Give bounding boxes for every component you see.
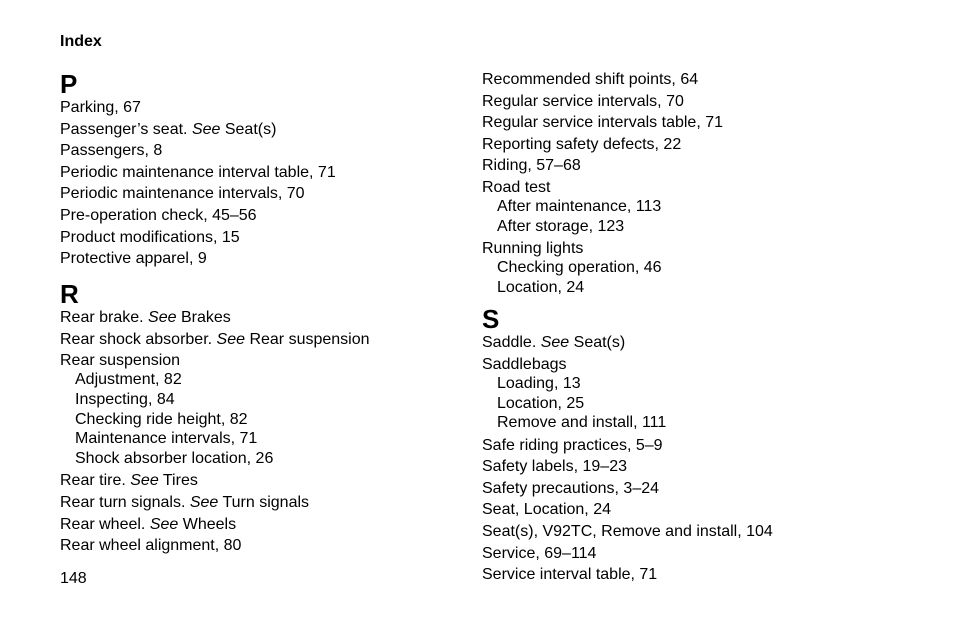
index-entry-text: Product modifications, 15 xyxy=(60,228,240,246)
index-subentry: Shock absorber location, 26 xyxy=(75,450,274,468)
index-entry xyxy=(482,565,922,584)
index-entry xyxy=(60,141,500,160)
index-entry xyxy=(482,436,922,455)
index-entry-text: Passenger’s seat. xyxy=(60,120,188,138)
page-header-title: Index xyxy=(60,33,102,50)
index-entry-text: Saddlebags xyxy=(482,355,567,373)
index-subentry: After maintenance, 113 xyxy=(497,197,662,215)
index-subentry: After storage, 123 xyxy=(497,217,625,235)
index-subentry: Checking ride height, 82 xyxy=(75,410,248,428)
index-entry xyxy=(60,351,500,469)
index-entry xyxy=(60,163,500,182)
index-entry xyxy=(60,308,500,327)
index-entry-text: Service, 69–114 xyxy=(482,544,597,562)
index-entry-text: Rear shock absorber. xyxy=(60,330,213,348)
index-entry-text: Rear wheel alignment, 80 xyxy=(60,537,242,555)
index-entry-text: Rear tire. xyxy=(60,472,126,490)
index-entry xyxy=(482,457,922,476)
see-reference-label: See xyxy=(149,515,179,533)
index-entry-text: Rear suspension xyxy=(60,352,181,370)
index-entry-text: Safe riding practices, 5–9 xyxy=(482,436,663,454)
index-subentry: Location, 24 xyxy=(497,278,585,296)
index-entry xyxy=(482,178,922,236)
index-entry-text: Periodic maintenance intervals, 70 xyxy=(60,185,305,203)
index-entry xyxy=(60,98,500,117)
index-entry-text: Reporting safety defects, 22 xyxy=(482,135,682,153)
section-letter-heading: S xyxy=(482,304,500,335)
section-letter-heading: R xyxy=(60,279,79,310)
index-entry-list xyxy=(60,308,500,555)
see-reference-label: See xyxy=(148,309,177,327)
index-entry-text: Service interval table, 71 xyxy=(482,566,658,584)
index-entry xyxy=(482,500,922,519)
index-entry xyxy=(60,206,500,225)
index-entry xyxy=(482,479,922,498)
index-subentry-list xyxy=(482,258,922,297)
index-entry-text: Safety precautions, 3–24 xyxy=(482,479,660,497)
index-entry-list xyxy=(482,70,922,297)
page-number: 148 xyxy=(60,570,87,587)
see-reference-target: Seat(s) xyxy=(573,334,626,352)
see-reference-label: See xyxy=(130,472,159,490)
index-column-left xyxy=(60,70,500,558)
see-reference-target: Rear suspension xyxy=(249,330,370,348)
index-entry xyxy=(482,156,922,175)
index-entry-list xyxy=(60,98,500,268)
index-entry xyxy=(60,120,500,139)
index-subentry-list xyxy=(482,197,922,236)
index-entry xyxy=(482,333,922,352)
index-entry xyxy=(60,493,500,512)
index-subentry: Checking operation, 46 xyxy=(497,258,662,276)
index-entry-text: Saddle. xyxy=(482,334,537,352)
index-entry xyxy=(60,471,500,490)
see-reference-label: See xyxy=(191,120,221,138)
index-entry xyxy=(60,228,500,247)
see-reference-target: Seat(s) xyxy=(224,120,277,138)
index-entry-text: Rear wheel. xyxy=(60,515,146,533)
index-entry xyxy=(482,522,922,541)
see-reference-label: See xyxy=(189,494,219,512)
index-entry-text: Regular service intervals table, 71 xyxy=(482,114,724,132)
index-subentry: Adjustment, 82 xyxy=(75,371,182,389)
index-entry xyxy=(60,515,500,534)
index-entry xyxy=(482,92,922,111)
index-entry xyxy=(60,536,500,555)
index-entry-text: Seat, Location, 24 xyxy=(482,501,611,519)
index-entry-text: Rear turn signals. xyxy=(60,494,186,512)
index-subentry-list xyxy=(60,370,500,469)
index-entry-text: Periodic maintenance interval table, 71 xyxy=(60,163,336,181)
section-letter-heading: P xyxy=(60,69,78,99)
index-entry xyxy=(482,544,922,563)
index-entry-text: Parking, 67 xyxy=(60,99,141,116)
index-entry-text: Running lights xyxy=(482,239,584,257)
index-entry xyxy=(60,184,500,203)
index-entry-text: Regular service intervals, 70 xyxy=(482,92,684,110)
index-entry-text: Riding, 57–68 xyxy=(482,157,581,175)
index-entry xyxy=(60,249,500,268)
index-subentry: Remove and install, 111 xyxy=(497,414,667,432)
index-entry-list xyxy=(482,333,922,584)
see-reference-label: See xyxy=(216,330,245,348)
see-reference-target: Brakes xyxy=(180,309,231,327)
index-entry-text: Protective apparel, 9 xyxy=(60,250,207,268)
index-entry xyxy=(482,239,922,297)
index-subentry-list xyxy=(482,374,922,433)
index-entry xyxy=(482,113,922,132)
see-reference-target: Tires xyxy=(162,472,198,490)
index-entry-text: Seat(s), V92TC, Remove and install, 104 xyxy=(482,523,773,541)
index-column-right xyxy=(482,70,922,587)
index-subentry: Location, 25 xyxy=(497,394,585,412)
index-subentry: Inspecting, 84 xyxy=(75,391,175,409)
index-entry xyxy=(60,330,500,349)
index-entry-text: Passengers, 8 xyxy=(60,142,163,160)
index-entry xyxy=(482,355,922,433)
index-entry xyxy=(482,135,922,154)
index-entry-text: Pre-operation check, 45–56 xyxy=(60,206,257,224)
index-entry-text: Recommended shift points, 64 xyxy=(482,71,699,88)
index-subentry: Loading, 13 xyxy=(497,374,581,392)
see-reference-label: See xyxy=(540,334,570,352)
index-entry xyxy=(482,70,922,89)
index-entry-text: Rear brake. xyxy=(60,309,144,327)
index-entry-text: Road test xyxy=(482,178,551,196)
index-subentry: Maintenance intervals, 71 xyxy=(75,430,258,448)
see-reference-target: Wheels xyxy=(182,515,237,533)
index-entry-text: Safety labels, 19–23 xyxy=(482,458,627,476)
see-reference-target: Turn signals xyxy=(222,494,310,512)
